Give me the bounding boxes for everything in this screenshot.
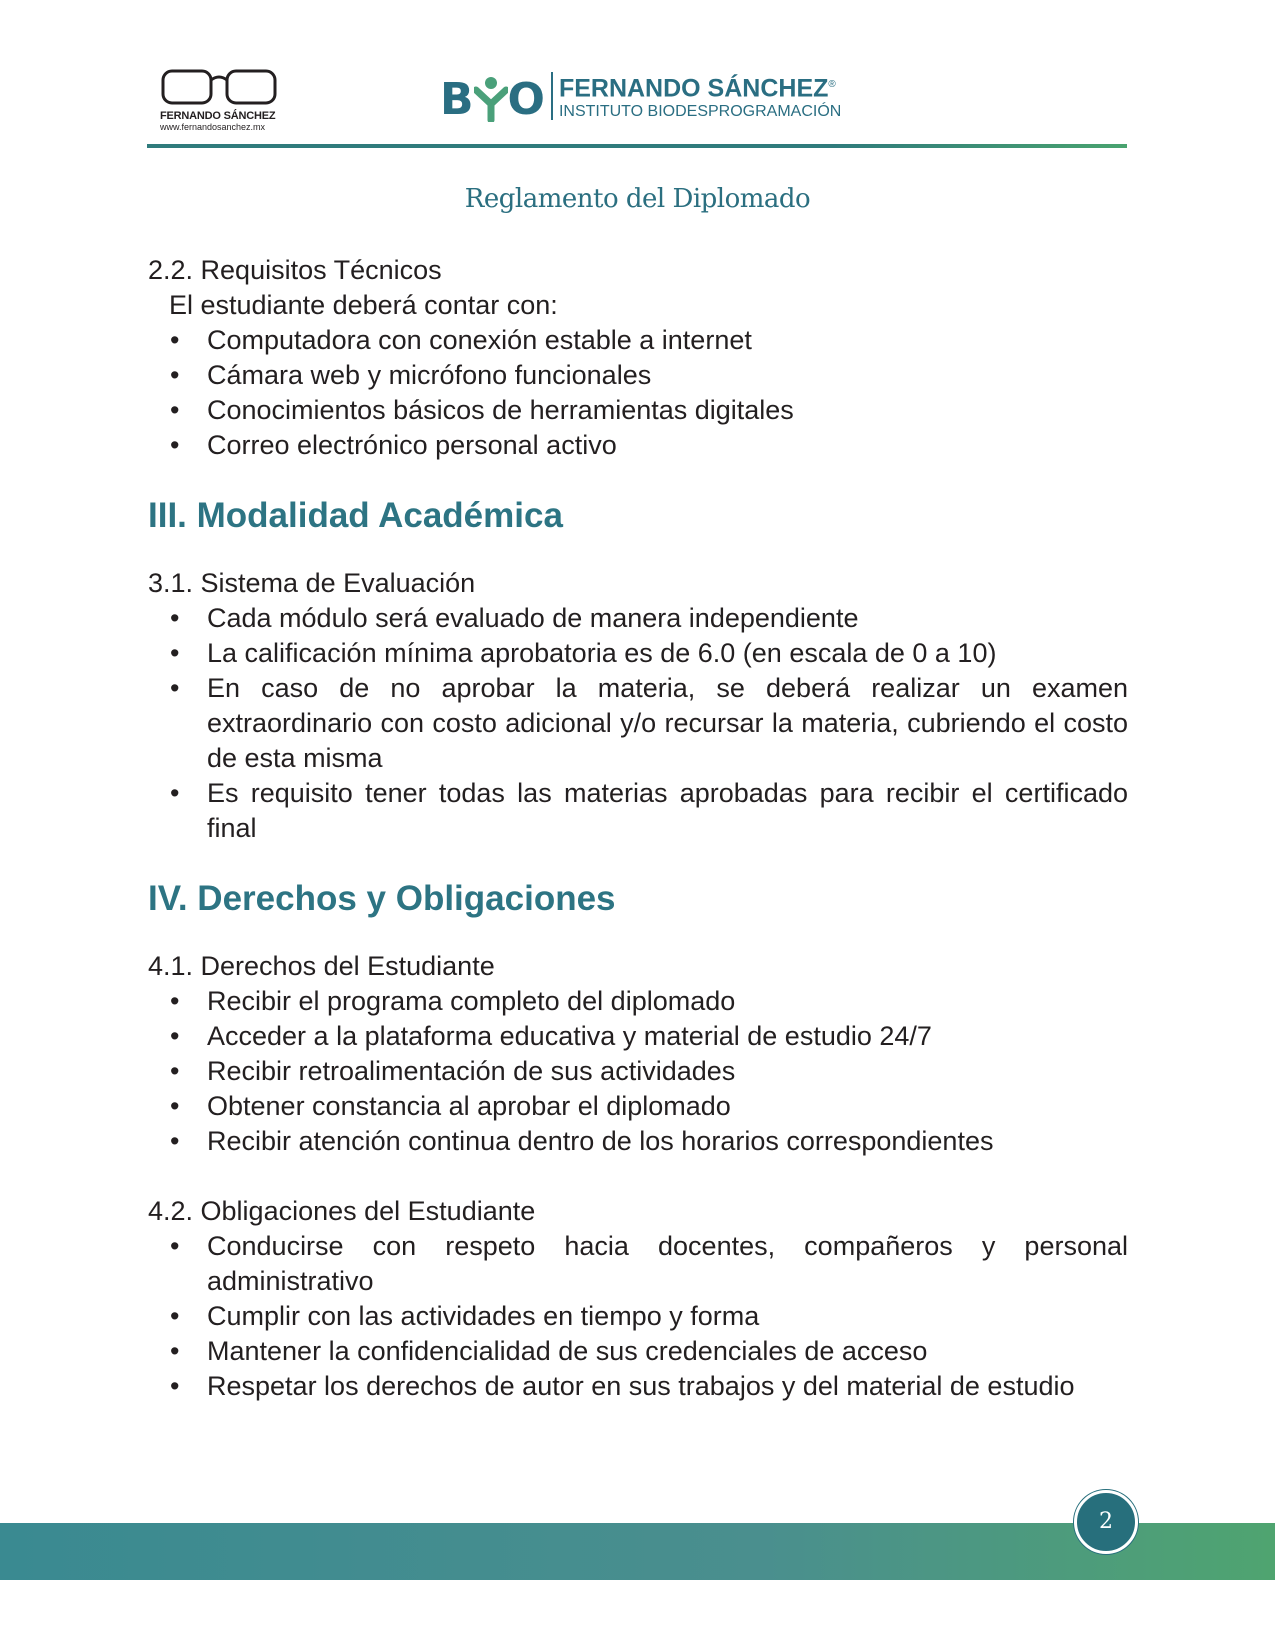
list-item: • La calificación mínima aprobatoria es de 6.0 (en escala de 0 a 10) [148, 636, 1128, 671]
list-item: • Cumplir con las actividades en tiempo y forma [148, 1299, 1128, 1334]
list-item: • Conocimientos básicos de herramientas digitales [148, 393, 1128, 428]
glasses-logo-name: FERNANDO SÁNCHEZ [160, 110, 276, 122]
subsection-heading-3-1: 3.1. Sistema de Evaluación [148, 568, 476, 598]
list-item: • Mantener la confidencialidad de sus credenciales de acceso [148, 1334, 1128, 1369]
list-item: • Obtener constancia al aprobar el diplomado [148, 1089, 1128, 1124]
subsection-heading-4-1: 4.1. Derechos del Estudiante [148, 951, 495, 981]
evaluation-list [148, 601, 1128, 846]
page-number: 2 [1074, 1490, 1138, 1554]
student-obligations-list [148, 1229, 1128, 1404]
institute-subtitle: INSTITUTO BIODESPROGRAMACIÓN [558, 102, 842, 120]
subsection-intro: El estudiante deberá contar con: [169, 290, 558, 320]
logo-divider [551, 72, 553, 120]
list-item: • Es requisito tener todas las materias aprobadas para recibir el certificado final [148, 776, 1128, 846]
student-rights-list [148, 984, 1128, 1159]
list-item: • Recibir atención continua dentro de los horarios correspondientes [148, 1124, 1128, 1159]
registered-mark: ® [828, 79, 836, 91]
list-item: • Cada módulo será evaluado de manera independiente [148, 601, 1128, 636]
person-icon [474, 76, 508, 122]
list-item: • Correo electrónico personal activo [148, 428, 1128, 463]
institute-name: FERNANDO SÁNCHEZ [558, 74, 829, 103]
glasses-logo [160, 68, 278, 132]
subsection-heading-4-2: 4.2. Obligaciones del Estudiante [148, 1196, 536, 1226]
list-item: • Acceder a la plataforma educativa y material de estudio 24/7 [148, 1019, 1128, 1054]
header-divider [147, 144, 1127, 148]
list-item: • En caso de no aprobar la materia, se deberá realizar un examen extraordinario con costo adicional y/o recursar la materia, cubriendo el costo de esta misma [148, 671, 1128, 776]
section-title-4: IV. Derechos y Obligaciones [148, 879, 616, 918]
list-item: • Recibir el programa completo del diplomado [148, 984, 1128, 1019]
list-item: • Computadora con conexión estable a internet [148, 323, 1128, 358]
glasses-logo-url: www.fernandosanchez.mx [160, 122, 266, 132]
list-item: • Cámara web y micrófono funcionales [148, 358, 1128, 393]
section-title-3: III. Modalidad Académica [148, 496, 563, 535]
glasses-icon [160, 68, 278, 108]
document-body [148, 253, 1128, 1404]
list-item: • Respetar los derechos de autor en sus trabajos y del material de estudio [148, 1369, 1128, 1404]
list-item: • Conducirse con respeto hacia docentes, compañeros y personal administrativo [148, 1229, 1128, 1299]
subsection-heading-2-2: 2.2. Requisitos Técnicos [148, 255, 442, 285]
byo-logo-mark: B O [440, 74, 545, 125]
list-item: • Recibir retroalimentación de sus actividades [148, 1054, 1128, 1089]
technical-requirements-list [148, 323, 1128, 463]
institute-logo [440, 70, 842, 125]
document-title: Reglamento del Diplomado [464, 184, 811, 214]
